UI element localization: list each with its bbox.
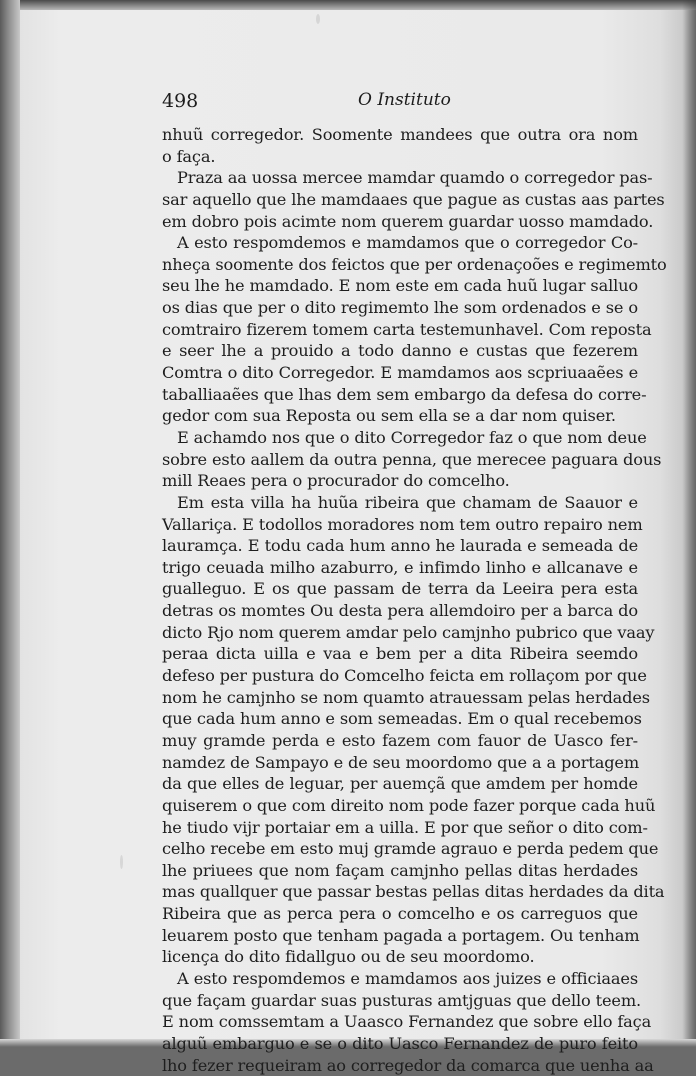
text-line: defeso per pustura do Comcelho feicta em rollaçom por que xyxy=(162,666,647,686)
text-line: que façam guardar suas pusturas amtjguas que dello teem. xyxy=(162,990,642,1010)
text-line: o faça. xyxy=(162,146,216,166)
text-line: dicto Rjo nom querem amdar pelo camjnho pubrico que vaay xyxy=(162,622,655,642)
text-line: peraa dicta uilla e vaa e bem per a dita Ribeira seemdo xyxy=(162,644,638,664)
text-line: comtrairo fizerem tomem carta testemunhavel. Com reposta xyxy=(162,319,652,339)
text-line: lauramça. E todu cada hum anno he laurada e semeada de xyxy=(162,536,638,556)
print-speck xyxy=(316,14,320,24)
text-line: Em esta villa ha huũa ribeira que chamam de Saauor e xyxy=(177,492,638,512)
text-line: leuarem posto que tenham pagada a portagem. Ou tenham xyxy=(162,925,640,945)
text-line: detras os momtes Ou desta pera allemdoiro per a barca do xyxy=(162,601,638,621)
text-line: muy gramde perda e esto fazem com fauor de Uasco fer- xyxy=(162,730,638,750)
page-number: 498 xyxy=(162,90,199,112)
page-header xyxy=(162,86,638,114)
text-line: gualleguo. E os que passam de terra da Leeira pera esta xyxy=(162,579,638,599)
text-line: celho recebe em esto muj gramde agrauo e perda pedem que xyxy=(162,839,659,859)
text-line: nheça soomente dos feictos que per ordenaçoões e regimemto xyxy=(162,254,667,274)
text-line: os dias que per o dito regimemto lhe som ordenados e se o xyxy=(162,298,638,318)
text-line: que cada hum anno e som semeadas. Em o qual recebemos xyxy=(162,709,642,729)
text-line: nhuũ corregedor. Soomente mandees que outra ora nom xyxy=(162,125,638,144)
text-line: da que elles de leguar, per auemçã que amdem per homde xyxy=(162,774,638,794)
body-text xyxy=(162,124,667,1076)
text-line: quiserem o que com direito nom pode fazer porque cada huũ xyxy=(162,795,656,815)
binding-gutter-shadow xyxy=(0,0,20,1047)
text-line: taballiaaẽes que lhas dem sem embargo da defesa do corre- xyxy=(162,384,647,404)
text-line: Vallariça. E todollos moradores nom tem outro repairo nem xyxy=(162,514,643,534)
running-head: O Instituto xyxy=(358,90,451,110)
text-line: nom he camjnho se nom quamto atrauessam pelas herdades xyxy=(162,687,650,707)
text-line: Praza aa uossa mercee mamdar quamdo o corregedor pas- xyxy=(177,168,653,188)
text-line: namdez de Sampayo e de seu moordomo que a a portagem xyxy=(162,752,640,772)
text-line: he tiudo vijr portaiar em a uilla. E por que señor o dito com- xyxy=(162,817,648,837)
text-line: E nom comssemtam a Uaasco Fernandez que sobre ello faça xyxy=(162,1012,652,1032)
text-line: alguũ embarguo e se o dito Uasco Fernandez de puro feito xyxy=(162,1033,638,1053)
text-line: seu lhe he mamdado. E nom este em cada huũ lugar salluo xyxy=(162,276,638,296)
text-line: mill Reaes pera o procurador do comcelho. xyxy=(162,471,510,491)
text-line: lho fezer requeiram ao corregedor da comarca que uenha aa xyxy=(162,1055,654,1075)
text-line: licença do dito fidallguo ou de seu moordomo. xyxy=(162,947,535,967)
text-line: em dobro pois acimte nom querem guardar uosso mamdado. xyxy=(162,211,654,231)
text-line: Ribeira que as perca pera o comcelho e os carreguos que xyxy=(162,904,638,924)
text-line: A esto respomdemos e mamdamos aos juizes e officiaaes xyxy=(177,968,638,988)
print-speck xyxy=(120,855,123,869)
text-line: sobre esto aallem da outra penna, que merecee paguara dous xyxy=(162,449,662,469)
text-line: lhe priuees que nom façam camjnho pellas ditas herdades xyxy=(162,860,638,880)
text-line: e seer lhe a prouido a todo danno e custas que fezerem xyxy=(162,341,638,361)
text-line: A esto respomdemos e mamdamos que o corregedor Co- xyxy=(177,233,638,253)
text-line: E achamdo nos que o dito Corregedor faz o que nom deue xyxy=(177,427,647,447)
page-top-edge xyxy=(0,0,696,10)
text-line: mas quallquer que passar bestas pellas ditas herdades da dita xyxy=(162,882,665,902)
text-line: Comtra o dito Corregedor. E mamdamos aos scpriuaaẽes e xyxy=(162,363,638,383)
page-right-edge xyxy=(682,0,696,1047)
text-line: sar aquello que lhe mamdaaes que pague as custas aas partes xyxy=(162,189,665,209)
text-line: trigo ceuada milho azaburro, e infimdo linho e allcanave e xyxy=(162,557,638,577)
text-line: gedor com sua Reposta ou sem ella se a dar nom quiser. xyxy=(162,406,616,426)
